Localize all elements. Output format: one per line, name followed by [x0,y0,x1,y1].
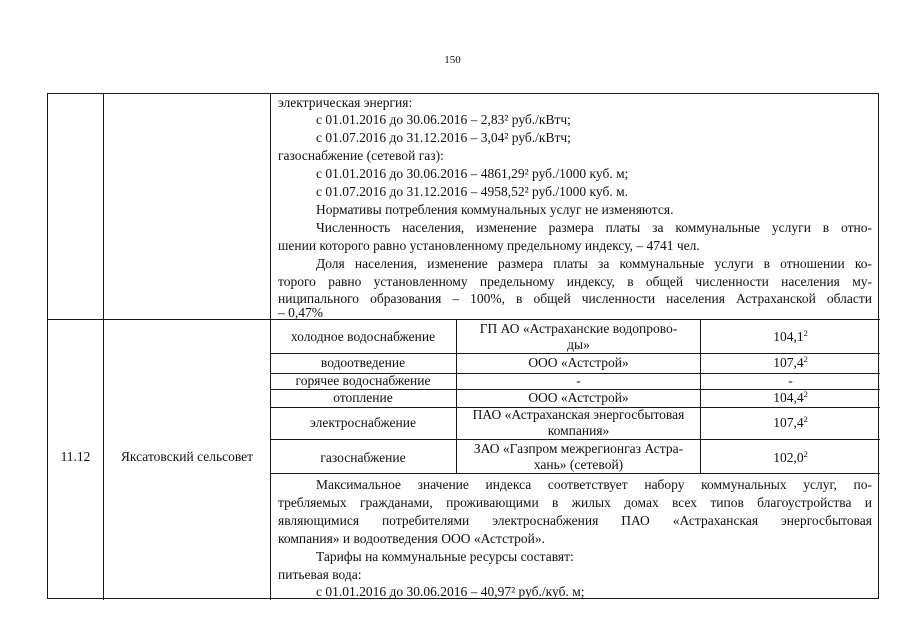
service-name: отопление [333,390,393,405]
service-name: газоснабжение [320,450,406,465]
row-divider [270,473,880,474]
text-line: шении которого равно установленному предельному индексу, – 4741 чел. [278,238,700,253]
text-line: электрическая энергия: [278,95,413,110]
text-line: с 01.01.2016 до 30.06.2016 – 2,83² руб./кВтч; [316,112,571,127]
text-line: газоснабжение (сетевой газ): [278,148,444,163]
provider-name: ООО «Астстрой» [528,390,629,405]
text-line: с 01.01.2016 до 30.06.2016 – 40,97² руб./куб. м; [316,584,585,599]
text-line: ниципального образования – 100%, в общей численности населения Астраханской области [278,291,872,306]
index-value: 102,0$^2$ [773,449,808,465]
service-name: холодное водоснабжение [290,329,436,344]
row-divider [270,353,880,354]
row-divider [270,439,880,440]
text-line: Доля населения, изменение размера платы за коммунальные услуги в отношении ко- [316,256,872,271]
service-name: водоотведение [320,355,406,370]
service-name: горячее водоснабжение [295,373,431,388]
text-line: с 01.07.2016 до 31.12.2016 – 4958,52² руб./1000 куб. м. [316,184,629,199]
row-number: 11.12 [60,449,91,464]
provider-name: - [576,373,581,388]
index-value: 104,4$^2$ [773,389,808,405]
municipality-name: Яксатовский сельсовет [120,449,254,464]
text-line: питьевая вода: [278,567,362,582]
page-number: 150 [444,54,461,66]
provider-name: ПАО «Астраханская энергосбытовая [472,407,685,422]
text-line: с 01.01.2016 до 30.06.2016 – 4861,29² руб./1000 куб. м; [316,166,629,181]
index-value: 107,4$^2$ [773,414,808,430]
provider-name: хань» (сетевой) [533,457,624,472]
column-divider [270,94,271,600]
row-divider [48,319,880,320]
text-line: являющимися потребителями электроснабжения ПАО «Астраханская энергосбытовая [278,513,872,528]
index-value: 104,1$^2$ [773,328,808,344]
text-line: с 01.07.2016 до 31.12.2016 – 3,04² руб./кВтч; [316,130,571,145]
text-line: Тарифы на коммунальные ресурсы составят: [316,549,574,564]
text-line: компания» и водоотведения ООО «Астстрой». [278,531,545,546]
tariff-table [47,93,879,599]
provider-name: компания» [547,423,610,438]
provider-name: ГП АО «Астраханские водопрово- [479,321,678,336]
provider-name: ООО «Астстрой» [528,355,629,370]
provider-name: ды» [567,337,590,352]
text-line: Максимальное значение индекса соответствует набору коммунальных услуг, по- [316,477,872,492]
service-name: электроснабжение [310,415,416,430]
column-divider [103,94,104,600]
text-line: Численность населения, изменение размера платы за коммунальные услуги в отно- [316,220,872,235]
provider-name: ЗАО «Газпром межрегионгаз Астра- [473,441,684,456]
text-line: требляемых гражданами, проживающими в жилых домах всех типов благоустройства и [278,495,872,510]
text-line: Нормативы потребления коммунальных услуг не изменяются. [316,202,674,217]
index-value: 107,4$^2$ [773,354,808,370]
index-value: - [788,373,793,388]
text-line: торого равно установленному предельному индексу, в общей численности населения му- [278,274,872,289]
text-line: – 0,47% [278,305,323,320]
